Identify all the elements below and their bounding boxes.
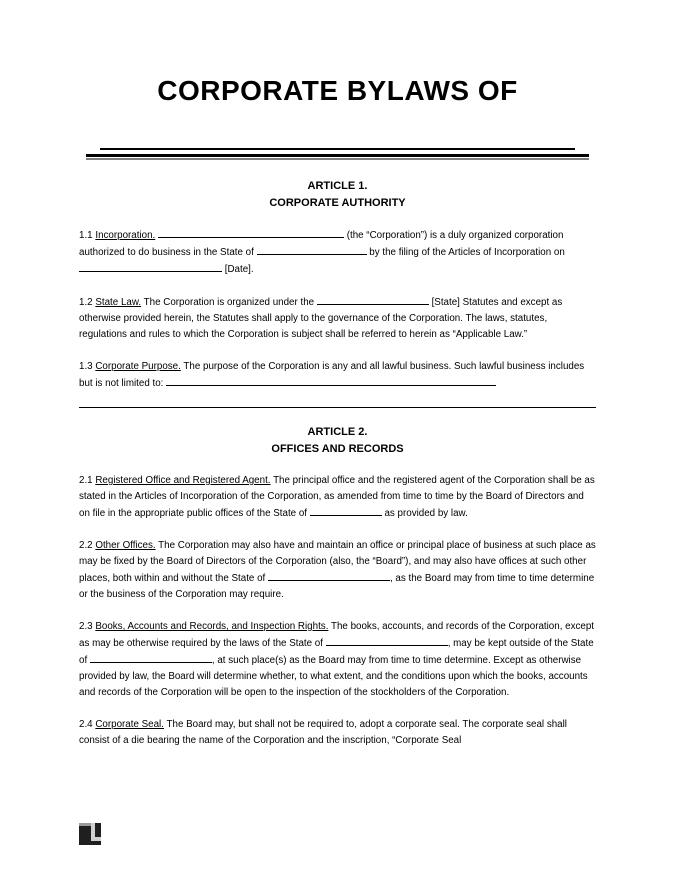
- fill-in-blank: [166, 375, 496, 386]
- section-number: 2.2: [79, 540, 96, 551]
- fill-in-blank: [90, 652, 212, 663]
- title-divider-rule: [86, 154, 589, 160]
- company-name-blank-line: [100, 148, 575, 150]
- section-number: 1.3: [79, 361, 96, 372]
- section-title: State Law.: [95, 297, 142, 308]
- section-2-1: 2.1 Registered Office and Registered Agent. The principal office and the registered agent of the Corporation shall be as stated in the Articles of Incorporation of the Corporation, as amended from time to time by the Board of Directors and on file in the appropriate public offices of the State of as provided by law.: [79, 475, 595, 519]
- logo-notch: [79, 823, 91, 826]
- section-1-1: 1.1 Incorporation. (the “Corporation”) is a duly organized corporation authorized to do business in the State of by the filing of the Articles of Incorporation on [Date].: [79, 227, 596, 278]
- legal-templates-logo-icon: [79, 823, 101, 845]
- section-title: Registered Office and Registered Agent.: [95, 475, 271, 486]
- article-number-line: ARTICLE 1.: [307, 180, 368, 192]
- section-2-4: 2.4 Corporate Seal. The Board may, but shall not be required to, adopt a corporate seal. The corporate seal shall consist of a die bearing the name of the Corporation and the inscription, “Corporate Seal: [79, 719, 567, 746]
- section-title: Corporate Purpose.: [95, 361, 181, 372]
- fill-in-blank: [326, 635, 448, 646]
- fill-in-blank: [310, 505, 382, 516]
- section-1-2: 1.2 State Law. The Corporation is organized under the [State] Statutes and except as otherwise provided herein, the Statutes shall apply to the governance of the Corporation. The laws, statutes, regulations and rules to which the Corporation is subject shall be referred to herein as “Applicable Law.”: [79, 294, 596, 343]
- fill-in-blank: [257, 244, 367, 255]
- article-heading: [79, 424, 596, 458]
- section-2-2: 2.2 Other Offices. The Corporation may also have and maintain an office or principal place of business at such place as may be fixed by the Board of Directors of the Corporation (also, the “Board”), and may also have offices at such other places, both within and without the State of , as the Board may from time to time determine or the business of the Corporation may require.: [79, 540, 596, 600]
- fill-in-blank: [79, 261, 222, 272]
- fill-in-blank: [268, 570, 390, 581]
- section-title: Incorporation.: [95, 230, 156, 241]
- article-title-line: CORPORATE AUTHORITY: [269, 197, 406, 209]
- section-title: Books, Accounts and Records, and Inspection Rights.: [95, 621, 329, 632]
- fill-in-blank: [158, 227, 344, 238]
- section-number: 2.1: [79, 475, 96, 486]
- section-number: 1.2: [79, 297, 96, 308]
- document-title: CORPORATE BYLAWS OF: [157, 75, 518, 106]
- fill-in-blank: [79, 392, 596, 408]
- articles-container: [79, 178, 596, 749]
- section-number: 2.4: [79, 719, 96, 730]
- article-heading: [79, 178, 596, 212]
- section-2-3: 2.3 Books, Accounts and Records, and Inspection Rights. The books, accounts, and records of the Corporation, except as may be otherwise required by the laws of the State of , may be kept outside of the State of , at such place(s) as the Board may from time to time determine. Except as otherwise provided by law, the Board will determine whether, to what extent, and the conditions upon which the books, accounts and records of the Corporation will be open to the inspection of the stockholders of the Corporation.: [79, 621, 595, 698]
- article-title-line: OFFICES AND RECORDS: [271, 443, 404, 455]
- article-number-line: ARTICLE 2.: [307, 426, 368, 438]
- logo-l-foot: [91, 837, 101, 841]
- section-number: 1.1: [79, 230, 96, 241]
- section-title: Other Offices.: [95, 540, 156, 551]
- section-1-3: 1.3 Corporate Purpose. The purpose of the Corporation is any and all lawful business. Such lawful business includes but is not limited to:: [79, 359, 596, 408]
- fill-in-blank: [317, 294, 429, 305]
- section-number: 2.3: [79, 621, 96, 632]
- section-title: Corporate Seal.: [95, 719, 164, 730]
